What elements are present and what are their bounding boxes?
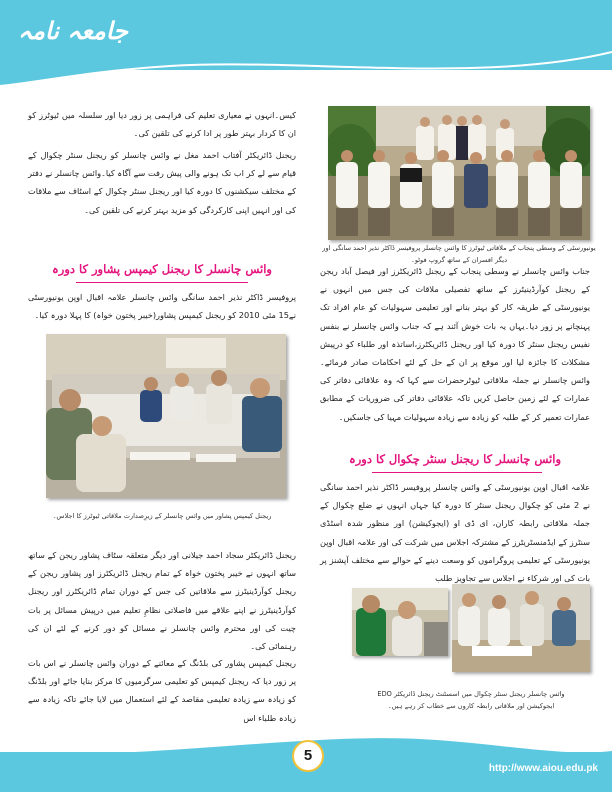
peshawar-photo-caption: ریجنل کیمپس پشاور میں وائس چانسلر کے زیرِصدارت ملاقاتی ٹیوٹرز کا اجلاس۔: [52, 512, 272, 520]
heading-chakwal-rule: [372, 472, 542, 473]
heading-peshawar-visit: وائس چانسلر کا ریجنل کیمپس پشاور کا دورہ: [52, 262, 272, 276]
group-photo-caption: یونیورسٹی کے وسطی پنجاب کے ملاقاتی ٹیوٹرز کا وائس چانسلر پروفیسر ڈاکٹر نذیر احمد سانگی اور دیگر افسران کے ساتھ گروپ فوٹو۔: [322, 244, 596, 264]
left-paragraph-5: ریجنل کیمپس پشاور کی بلڈنگ کے معائنے کے دوران وائس چانسلر نے اس بات پر زور دیا کہ ریجنل کیمپس کو تعلیمی سرگرمیوں کا مرکز بنایا جائے اور بلڈنگ کو زیادہ سے زیادہ تعلیمی مقاصد کے لئے استعمال میں لایا جائے تاکہ زیادہ سے زیادہ طلباء اس: [28, 658, 296, 723]
header-wave-decoration: [0, 44, 612, 94]
right-paragraph-1: جناب وائس چانسلر نے وسطی پنجاب کے ریجنل ڈائریکٹرز اور فیصل آباد ریجن کے ریجنل کوآرڈینیٹرز کے ساتھ تفصیلی ملاقات کی جس میں انہوں نے یونیورسٹی کے طریقہ کار کو بہتر بنانے اور تعلیمی سہولیات کو عام افراد تک پہنچانے پر زور دیا۔یہاں یہ بات خوش آئند ہے کہ جناب وائس چانسلر نے بنفس نفیس ریجنل سنٹر کا دورہ کیا اور ریجنل ڈائریکٹرز،اساتذہ اور طلباء کو درپیش مشکلات کا جائزہ لیا اور موقع پر ان کے حل کے لئے احکامات صادر فرمائے۔ وائس چانسلر نے جملہ ملاقاتی ٹیوٹرحضرات سے کہا کہ وہ علاقائی دفاتر کی عمارات کے لئے زمین حاصل کریں تاکہ علاقائی دفاتر کی ضروریات کے مطابق عمارات تعمیر کر کے طلبہ کو زیادہ سے زیادہ سہولیات مہیا کی جاسکیں۔: [320, 266, 590, 422]
peshawar-meeting-photo: [46, 334, 286, 498]
group-photo: [328, 106, 590, 240]
left-paragraph-1: کیس۔انہوں نے معیاری تعلیم کی فراہمی پر زور دیا اور سلسلہ میں ٹیوٹرز کو ان کا کردار بہتر طور پر ادا کرنے کی تلقین کی۔: [28, 110, 296, 139]
left-paragraph-2: ریجنل ڈائریکٹر آفتاب احمد مغل نے وائس چانسلر کو ریجنل سنٹر چکوال کے قیام سے لے کر اب تک ہونے والی پیش رفت سے آگاہ کیا۔وائس چانسلر نے دفتر کے مختلف سیکشنوں کا دورہ کیا اور ریجنل سنٹر چکوال کے اسٹاف سے ملاقات کی اور انہیں اپنی کارکردگی کو مزید بہتر کرنے کی تلقین کی۔: [28, 150, 296, 215]
left-paragraph-4: ریجنل ڈائریکٹر سجاد احمد جیلانی اور دیگر متعلقہ سٹاف پشاور ریجن کے ساتھ ساتھ انہوں نے خیبر پختون خواہ کے تمام ریجنل ڈائریکٹرز اور پشاور ریجن کے ریجنل کوآرڈینیٹرز سے ملاقاتیں کی جس کے دوران تمام ڈائریکٹرز اور ریجنل کوآرڈینیٹرز نے اپنے علاقے میں فاصلاتی نظامِ تعلیم میں درپیش مسائل پر بات چیت کی اور محترم وائس چانسلر نے مسائل کو دور کرنے کے لئے ان کی رہنمائی کی۔: [28, 550, 296, 652]
right-paragraph-2: علامہ اقبال اوپن یونیورسٹی کے وائس چانسلر پروفیسر ڈاکٹر نذیر احمد سانگی نے 2 مئی کو چکوال ریجنل سنٹر کا دورہ کیا جہاں انہوں نے ضلع چکوال کے جملہ ملاقاتی رابطہ کاران، ای ڈی او (ایجوکیشن) اور منظور شدہ اسٹڈی سنٹرز کے ایڈمنسٹریٹرز کے مشترکہ اجلاس میں شرکت کی اور علامہ اقبال اوپن یونیورسٹی کے تعلیمی پروگراموں کو وسعت دینے کے حوالے سے مختلف آپشنز پر بات کی اور شرکاء نے اجلاس سے تجاویز طلب: [320, 482, 590, 584]
page-number: 5: [292, 740, 324, 772]
heading-chakwal-visit: وائس چانسلر کا ریجنل سنٹر چکوال کا دورہ: [348, 452, 561, 466]
chakwal-photo-right: [452, 584, 590, 672]
website-url[interactable]: http://www.aiou.edu.pk: [488, 763, 598, 774]
left-paragraph-3: پروفیسر ڈاکٹر نذیر احمد سانگی وائس چانسلر علامہ اقبال اوپن یونیورسٹی نے15 مئی 2010 کو ریجنل کیمپس پشاور(خیبر پختون خواہ) کا پہلا دورہ کیا۔: [28, 292, 296, 321]
chakwal-photo-caption-line2: ایجوکیشن اور ملاقاتی رابطہ کاروں سے خطاب کر رہے ہیں۔: [387, 702, 555, 710]
heading-peshawar-rule: [76, 282, 248, 283]
masthead-title: جامعہ نامہ: [18, 16, 128, 45]
chakwal-photo-left: [352, 588, 448, 656]
chakwal-photo-caption-line1: وائس چانسلر ریجنل سنٹر چکوال میں اسسٹنٹ ریجنل ڈائریکٹر EDO: [377, 690, 565, 698]
